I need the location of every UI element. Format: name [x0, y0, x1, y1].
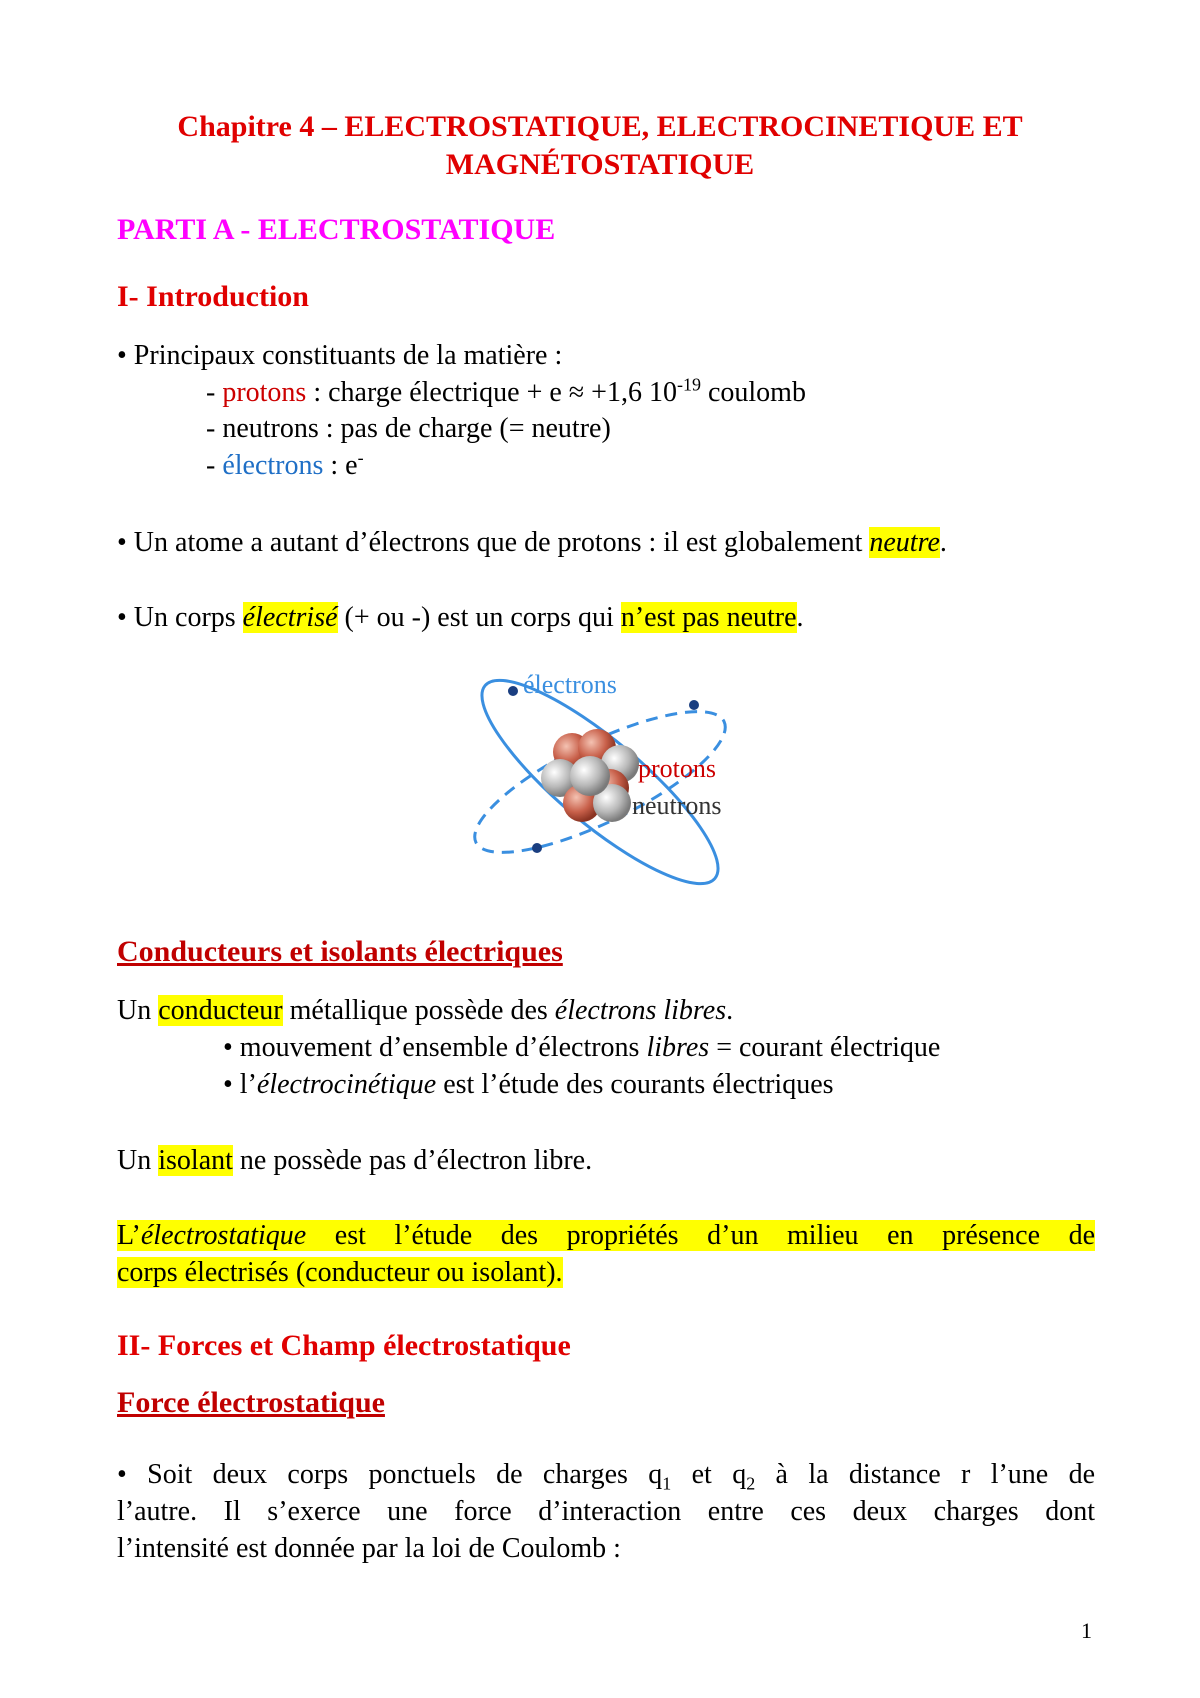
protons-word: protons — [222, 377, 307, 408]
nucleus — [541, 729, 639, 822]
conductor-bullet-2: • l’électrocinétique est l’étude des courants électriques — [223, 1069, 834, 1100]
coulomb-intro-line1: • Soit deux corps ponctuels de charges $q_1$ et $q_2$ à la distance r l’une de — [117, 1459, 1096, 1494]
atom-diagram — [460, 660, 760, 900]
electrons-word: électrons — [222, 450, 324, 481]
conductor-line: Un conducteur métallique possède des électrons libres. — [117, 995, 734, 1026]
atom-neutral-line: • Un atome a autant d’électrons que de protons : il est globalement neutre. — [117, 527, 947, 558]
page-number: 1 — [1081, 1618, 1092, 1643]
coulomb-intro-line2: l’autre. Il s’exerce une force d’interaction entre ces deux charges dont — [117, 1496, 1095, 1527]
conductor-bullet-1: • mouvement d’ensemble d’électrons libres = courant électrique — [223, 1032, 941, 1063]
protons-line: - protons : charge électrique + e ≈ +1,6 $10^{-19}$ coulomb — [206, 374, 806, 408]
electrostatics-definition-line2: corps électrisés (conducteur ou isolant). — [117, 1257, 563, 1288]
conducteur-highlight: conducteur — [158, 995, 283, 1026]
electrons-line: - électrons : e- — [206, 447, 364, 481]
coulomb-intro-line3: l’intensité est donnée par la loi de Coulomb : — [117, 1533, 621, 1564]
electrified-body-line: • Un corps électrisé (+ ou -) est un corps qui n’est pas neutre. — [117, 602, 804, 633]
isolant-highlight: isolant — [158, 1145, 233, 1176]
label-electrons: électrons — [523, 670, 617, 699]
section-introduction-heading: I- Introduction — [117, 280, 309, 313]
chapter-title-line2: MAGNÉTOSTATIQUE — [445, 148, 755, 181]
constituents-bullet: • Principaux constituants de la matière : — [117, 340, 563, 371]
neutrons-line: - neutrons : pas de charge (= neutre) — [206, 413, 611, 444]
part-a-heading: PARTI A - ELECTROSTATIQUE — [117, 213, 556, 246]
label-neutrons: neutrons — [632, 791, 722, 820]
label-protons: protons — [638, 754, 716, 783]
electrostatics-definition-line1: L’électrostatique est l’étude des propriétés d’un milieu en présence de — [117, 1220, 1095, 1251]
electrise-highlight: électrisé — [242, 602, 338, 633]
electrostatic-force-heading: Force électrostatique — [117, 1386, 385, 1419]
not-neutral-highlight: n’est pas neutre — [620, 602, 797, 633]
insulator-line: Un isolant ne possède pas d’électron libre. — [117, 1145, 593, 1176]
section-forces-heading: II- Forces et Champ électrostatique — [117, 1329, 571, 1362]
electron-dot — [689, 700, 699, 710]
neutre-highlight: neutre — [869, 527, 940, 558]
conductors-insulators-heading: Conducteurs et isolants électriques — [117, 935, 563, 968]
electron-dot — [532, 843, 542, 853]
chapter-title-line1: Chapitre 4 – ELECTROSTATIQUE, ELECTROCINETIQUE ET — [177, 110, 1023, 143]
electron-dot — [508, 686, 518, 696]
